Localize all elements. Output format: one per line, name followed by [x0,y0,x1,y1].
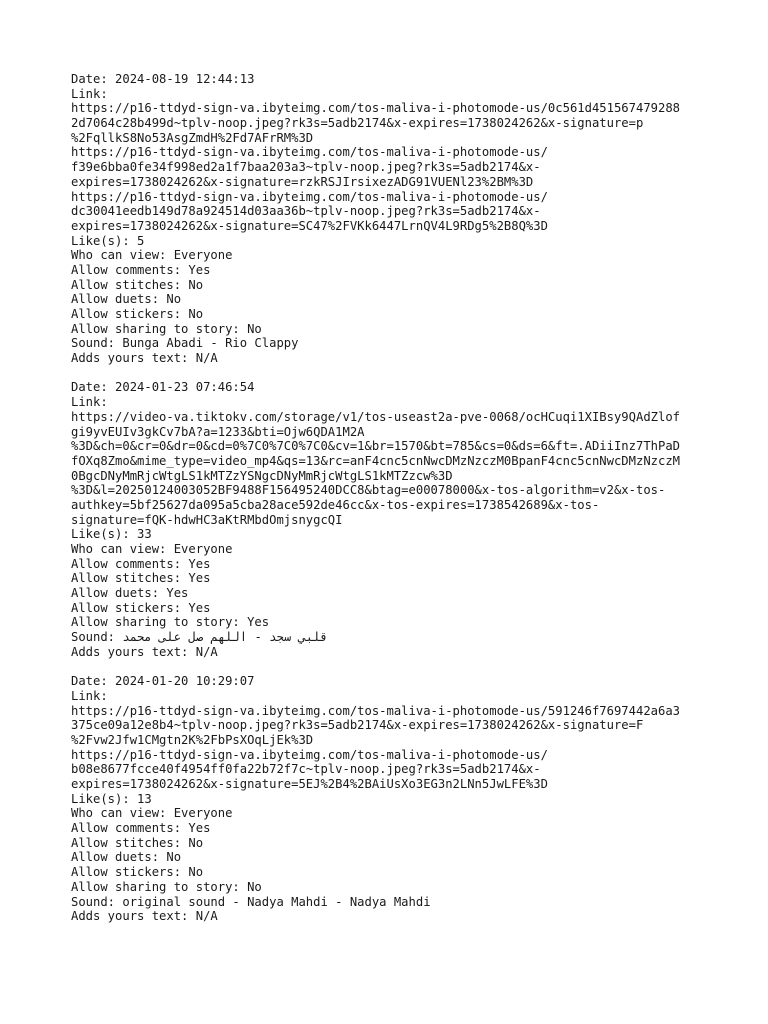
text-line: b08e8677fcce40f4954ff0fa22b72f7c~tplv-noop.jpeg?rk3s=5adb2174&x- [71,762,541,777]
text-line: Allow comments: Yes [71,262,211,277]
text-line: fOXq8Zmo&mime_type=video_mp4&qs=13&rc=anF4cnc5cnNwcDMzNzczM0BpanF4cnc5cnNwcDMzNzczM [71,453,681,468]
text-line: Like(s): 13 [71,791,152,806]
text-line: Date: 2024-08-19 12:44:13 [71,72,255,86]
text-line: Link: [71,395,108,410]
text-line: Link: [71,688,108,703]
text-line: Allow duets: No [71,850,182,865]
text-line: %3D&ch=0&cr=0&dr=0&cd=0%7C0%7C0%7C0&cv=1&br=1570&bt=785&cs=0&ds=6&ft=.ADiiInz7ThPaD [71,439,681,454]
text-line: Sound: قلبي سجد - اللهم صل على محمد [71,630,328,645]
text-line: Like(s): 33 [71,527,152,542]
text-line: Allow sharing to story: Yes [71,615,270,630]
text-line: Allow sharing to story: No [71,879,262,894]
text-line: https://p16-ttdyd-sign-va.ibyteimg.com/tos-maliva-i-photomode-us/0c561d451567479288 [71,101,681,116]
text-line: Sound: Bunga Abadi - Rio Clappy [71,336,299,351]
post-entry [71,72,761,366]
text-line: %3D&l=20250124003052BF9488F156495240DCC8&btag=e00078000&x-tos-algorithm=v2&x-tos- [71,483,666,498]
text-line: Allow sharing to story: No [71,321,262,336]
text-line: Who can view: Everyone [71,806,233,821]
text-line: Allow duets: No [71,292,182,307]
document-body [71,72,761,939]
text-line: Allow stitches: No [71,835,204,850]
text-line: Adds yours text: N/A [71,909,218,924]
text-line: signature=fQK-hdwHC3aKtRMbdOmjsnygcQI [71,512,343,527]
text-line: https://video-va.tiktokv.com/storage/v1/tos-useast2a-pve-0068/ocHCuqi1XIBsy9QAdZlof [71,409,681,424]
text-line: 0BgcDNyMmRjcWtgLS1kMTZzYSNgcDNyMmRjcWtgLS1kMTZzcw%3D [71,468,453,483]
text-line: %2Fvw2Jfw1CMgtn2K%2FbPsXOqLjEk%3D [71,732,314,747]
text-line: Allow stitches: Yes [71,571,211,586]
text-line: Who can view: Everyone [71,542,233,556]
text-line: Adds yours text: N/A [71,644,218,659]
text-line: https://p16-ttdyd-sign-va.ibyteimg.com/tos-maliva-i-photomode-us/ [71,747,548,762]
text-line: expires=1738024262&x-signature=SC47%2FVKk6447LrnQV4L9RDg5%2B8Q%3D [71,218,548,233]
text-line: Allow comments: Yes [71,821,211,836]
text-line: Allow comments: Yes [71,556,211,571]
post-entry [71,674,761,924]
text-line: Date: 2024-01-23 07:46:54 [71,380,255,395]
text-line: dc30041eedb149d78a924514d03aa36b~tplv-noop.jpeg?rk3s=5adb2174&x- [71,204,541,219]
text-line: 2d7064c28b499d~tplv-noop.jpeg?rk3s=5adb2174&x-expires=1738024262&x-signature=p [71,116,644,131]
text-line: Like(s): 5 [71,233,145,248]
text-line: f39e6bba0fe34f998ed2a1f7baa203a3~tplv-noop.jpeg?rk3s=5adb2174&x- [71,160,541,175]
text-line: Allow duets: Yes [71,586,189,601]
text-line: expires=1738024262&x-signature=5EJ%2B4%2BAiUsXo3EG3n2LNn5JwLFE%3D [71,777,548,791]
text-line: https://p16-ttdyd-sign-va.ibyteimg.com/tos-maliva-i-photomode-us/591246f7697442a6a3 [71,703,681,718]
text-line: Allow stickers: No [71,307,204,321]
text-line: Adds yours text: N/A [71,351,218,366]
text-line: gi9yvEUIv3gkCv7bA?a=1233&bti=Ojw6QDA1M2A [71,424,365,439]
post-entry [71,380,761,659]
text-line: Allow stickers: No [71,865,204,880]
text-line: authkey=5bf25627da095a5cba28ace592de46cc&x-tos-expires=1738542689&x-tos- [71,497,600,512]
text-line: Link: [71,86,108,101]
text-line: https://p16-ttdyd-sign-va.ibyteimg.com/tos-maliva-i-photomode-us/ [71,189,548,204]
text-line: https://p16-ttdyd-sign-va.ibyteimg.com/tos-maliva-i-photomode-us/ [71,145,548,160]
text-line: 375ce09a12e8b4~tplv-noop.jpeg?rk3s=5adb2174&x-expires=1738024262&x-signature=F [71,718,644,733]
text-line: Sound: original sound - Nadya Mahdi - Nadya Mahdi [71,894,431,909]
text-line: expires=1738024262&x-signature=rzkRSJIrsixezADG91VUENl23%2BM%3D [71,174,534,189]
text-line: Allow stitches: No [71,277,204,292]
text-line: Allow stickers: Yes [71,600,211,615]
text-line: Who can view: Everyone [71,248,233,263]
text-line: %2FqllkS8No53AsgZmdH%2Fd7AFrRM%3D [71,130,314,145]
text-line: Date: 2024-01-20 10:29:07 [71,674,255,689]
